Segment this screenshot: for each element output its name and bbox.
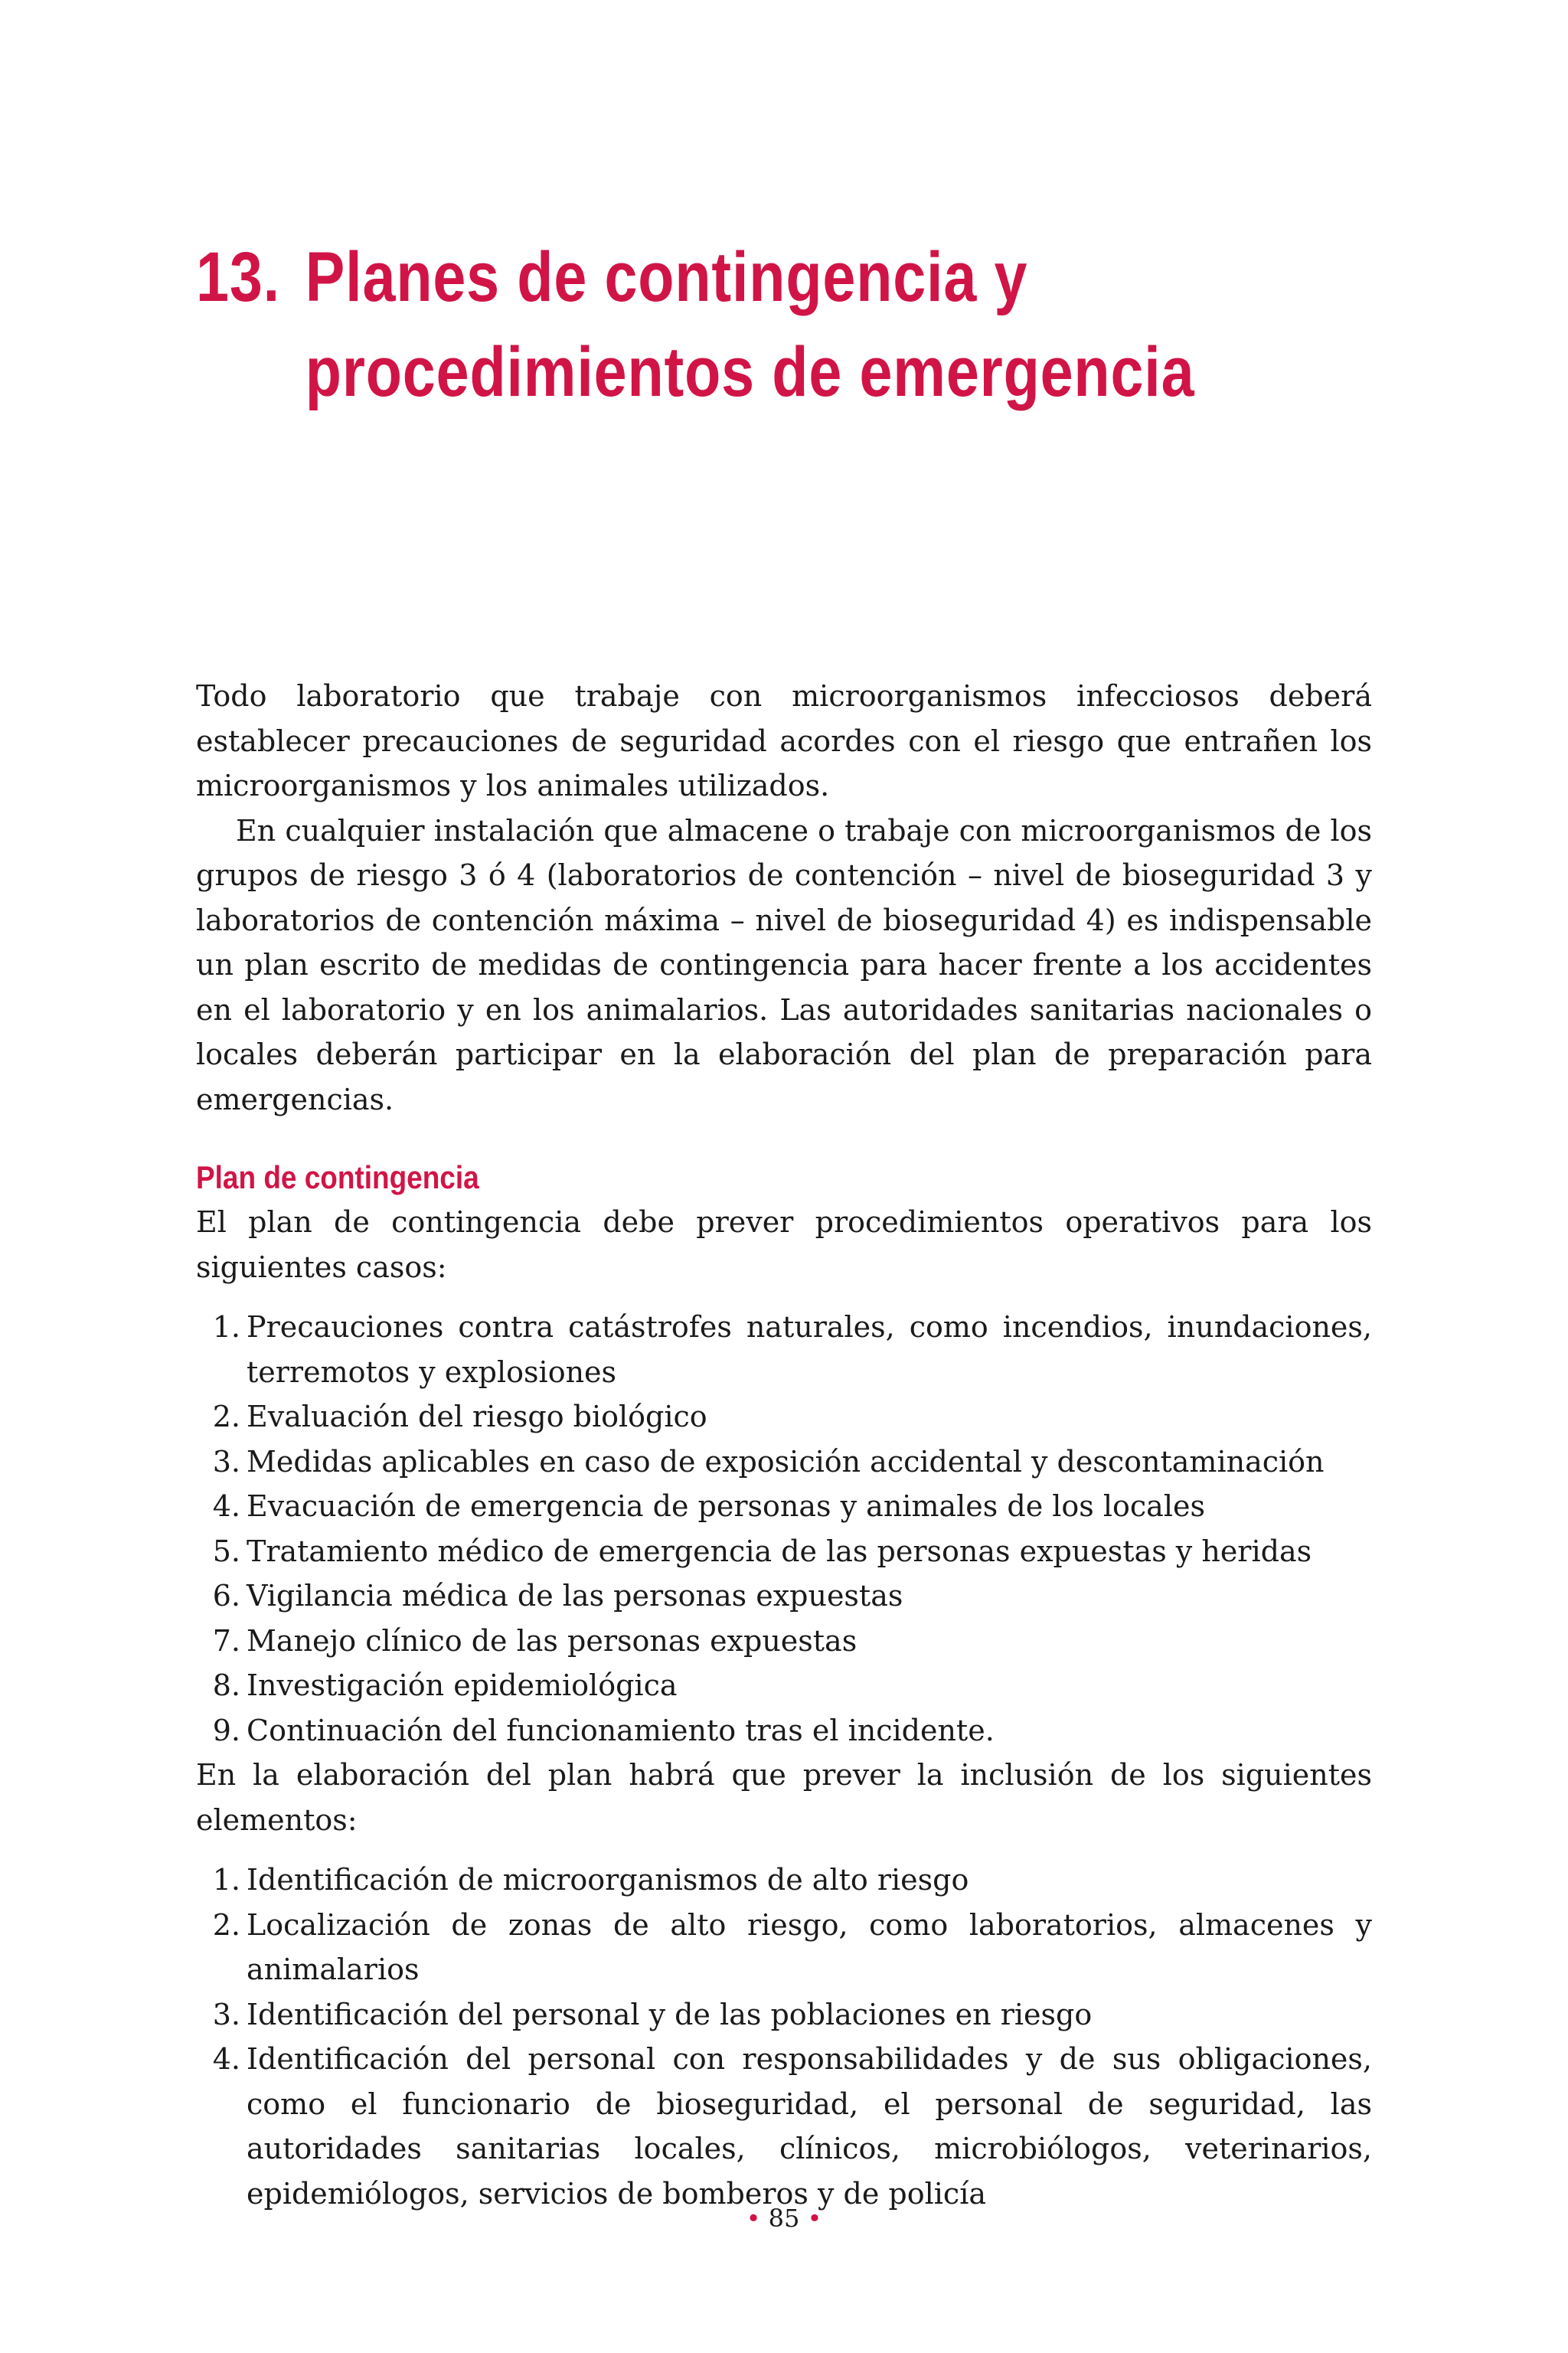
- list-item: [196, 1305, 1372, 1394]
- list-item-text: Vigilancia médica de las personas expuestas: [247, 1579, 903, 1613]
- list-item-number: 1.: [212, 1310, 240, 1344]
- list-item: [196, 1992, 1372, 2038]
- list-item-text: Manejo clínico de las personas expuestas: [247, 1623, 858, 1658]
- list-item-number: 7.: [212, 1623, 240, 1658]
- list-item-text: Evacuación de emergencia de personas y animales de los locales: [247, 1489, 1205, 1523]
- list-item-number: 3.: [212, 1997, 240, 2031]
- list-item-text: Evaluación del riesgo biológico: [247, 1400, 707, 1433]
- list-item-text: Tratamiento médico de emergencia de las personas expuestas y heridas: [247, 1534, 1312, 1568]
- list-item-number: 2.: [212, 1907, 240, 1942]
- intro-paragraph-2: En cualquier instalación que almacene o trabaje con microorganismos de los grupos de riesgo 3 ó 4 (laboratorios de contención – nivel de bioseguridad 3 y laboratorios de contención máxima – nivel de bioseguridad 4) es indispensable un plan escrito de medidas de contingencia para hacer frente a los accidentes en el laboratorio y en los animalarios. Las autoridades sanitarias nacionales o locales deberán participar en la elaboración del plan de preparación para emergencias.: [196, 813, 1372, 1116]
- list-item-number: 4.: [212, 1489, 240, 1523]
- list-item: [196, 1574, 1372, 1619]
- list-item-text: Precauciones contra catástrofes naturales, como incendios, inundaciones, terremotos y explosiones: [247, 1310, 1372, 1389]
- list-item: [196, 1903, 1372, 1992]
- chapter-title-line1: Planes de contingencia y: [305, 238, 1028, 316]
- page-number-bullet-left: •: [746, 2204, 761, 2233]
- list-item: [196, 2037, 1372, 2216]
- list-item: [196, 1484, 1372, 1529]
- list-item-number: 6.: [212, 1579, 240, 1613]
- list-item-number: 2.: [212, 1400, 240, 1433]
- chapter-title: [196, 230, 1225, 420]
- elements-list: [196, 1858, 1372, 2216]
- page-number: [0, 2204, 1568, 2233]
- list-item: [196, 1858, 1372, 1903]
- section-heading: Plan de contingencia: [196, 1159, 479, 1195]
- list-item-number: 1.: [212, 1863, 240, 1897]
- cases-list: [196, 1305, 1372, 1753]
- page-number-bullet-right: •: [807, 2204, 822, 2233]
- chapter-title-line2: procedimientos de emergencia: [305, 333, 1195, 411]
- list-item-text: Localización de zonas de alto riesgo, como laboratorios, almacenes y animalarios: [247, 1907, 1372, 1986]
- list-item-number: 5.: [212, 1534, 240, 1568]
- list-item-text: Identificación del personal y de las poblaciones en riesgo: [247, 1997, 1093, 2031]
- list-item: [196, 1619, 1372, 1664]
- list-item-text: Investigación epidemiológica: [247, 1668, 678, 1702]
- list-item-text: Identificación de microorganismos de alto riesgo: [247, 1863, 969, 1897]
- section-lead: El plan de contingencia debe prever procedimientos operativos para los siguientes casos:: [196, 1205, 1372, 1284]
- list-item-text: Continuación del funcionamiento tras el incidente.: [247, 1713, 995, 1747]
- list-item-number: 4.: [212, 2042, 240, 2076]
- list-item-number: 8.: [212, 1668, 240, 1702]
- list-item: [196, 1394, 1372, 1440]
- list-item: [196, 1529, 1372, 1574]
- section-lead-2: En la elaboración del plan habrá que prever la inclusión de los siguientes elementos:: [196, 1758, 1372, 1837]
- list-item-text: Medidas aplicables en caso de exposición accidental y descontaminación: [247, 1444, 1325, 1479]
- list-item: [196, 1663, 1372, 1708]
- list-item-text: Identificación del personal con responsabilidades y de sus obligaciones, como el funcionario de bioseguridad, el personal de seguridad, las autoridades sanitarias locales, clínicos, microbiólogos, veterinarios, epidemiólogos, servicios de bomberos y de policía: [247, 2042, 1372, 2211]
- list-item-number: 3.: [212, 1444, 240, 1479]
- chapter-number: 13.: [196, 238, 280, 316]
- list-item: [196, 1440, 1372, 1485]
- page-number-value: 85: [768, 2204, 800, 2233]
- body-text: [196, 674, 1372, 2216]
- intro-paragraph-1: Todo laboratorio que trabaje con microorganismos infecciosos deberá establecer precauciones de seguridad acordes con el riesgo que entrañen los microorganismos y los animales utilizados.: [196, 679, 1372, 802]
- list-item-number: 9.: [212, 1713, 240, 1747]
- list-item: [196, 1708, 1372, 1753]
